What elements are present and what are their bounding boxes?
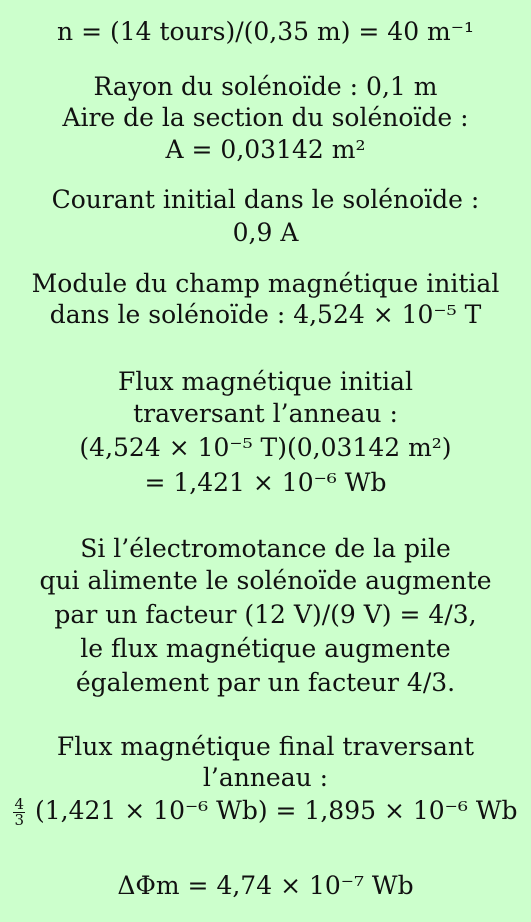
line-initial-flux-product: (4,524 × 10⁻⁵ T)(0,03142 m²) [79,433,452,462]
line-initial-current-label: Courant initial dans le solénoïde : [51,185,480,214]
line-emf-sentence-2: qui alimente le solénoïde augmente [39,566,492,595]
line-turn-density: n = (14 tours)/(0,35 m) = 40 m⁻¹ [57,17,474,46]
line-emf-sentence-3: par un facteur (12 V)/(9 V) = 4/3, [54,600,477,629]
fraction-denominator: 3 [14,811,24,829]
line-section-area-label: Aire de la section du solénoïde : [62,103,469,132]
line-initial-field-value: dans le solénoïde : 4,524 × 10⁻⁵ T [49,300,482,329]
line-emf-sentence-1: Si l’électromotance de la pile [80,534,451,563]
line-section-area-value: A = 0,03142 m² [165,135,366,164]
line-emf-sentence-4: le flux magnétique augmente [80,634,451,663]
fraction-four-thirds [13,797,25,828]
fraction-numerator: 4 [14,795,24,813]
line-solenoid-radius: Rayon du solénoïde : 0,1 m [93,72,438,101]
line-emf-sentence-5: également par un facteur 4/3. [75,668,456,697]
final-flux-expression: (1,421 × 10⁻⁶ Wb) = 1,895 × 10⁻⁶ Wb [35,796,518,825]
line-initial-current-value: 0,9 A [232,218,299,247]
line-initial-flux-result: = 1,421 × 10⁻⁶ Wb [144,468,387,497]
line-initial-flux-label: Flux magnétique initial [118,367,413,396]
line-final-flux-label-2: l’anneau : [202,763,329,792]
line-initial-field-label: Module du champ magnétique initial [31,269,500,298]
line-initial-flux-label-2: traversant l’anneau : [133,399,398,428]
line-final-flux-label: Flux magnétique final traversant [56,732,475,761]
line-flux-change: ΔΦm = 4,74 × 10⁻⁷ Wb [117,871,414,900]
line-final-flux-value [0,795,531,828]
